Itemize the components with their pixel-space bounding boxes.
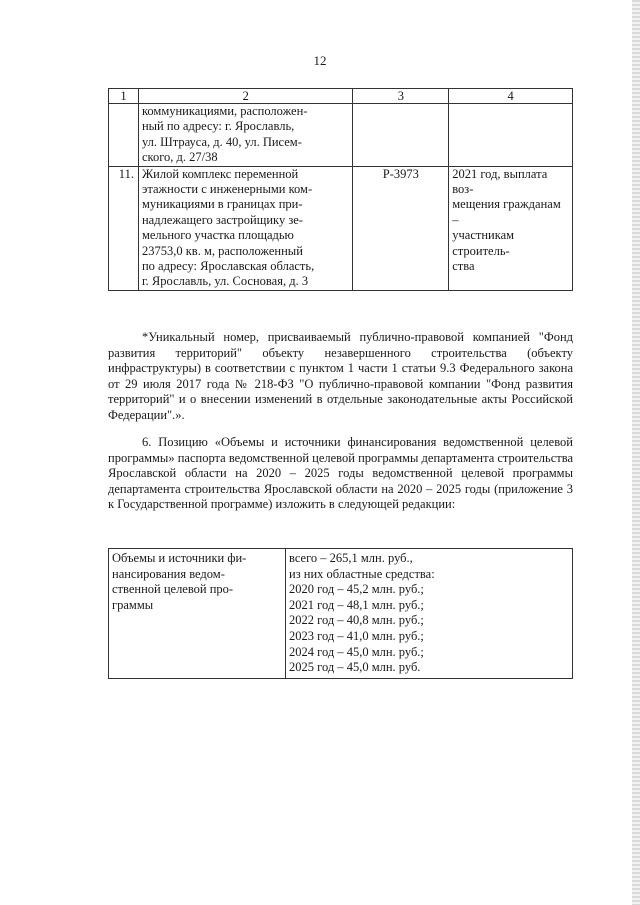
financing-line: 2024 год – 45,0 млн. руб.; <box>289 644 424 659</box>
financing-line: всего – 265,1 млн. руб., <box>289 551 413 565</box>
financing-line: 2020 год – 45,2 млн. руб.; <box>289 582 424 597</box>
column-header: 3 <box>353 89 449 104</box>
column-header: 1 <box>109 89 139 104</box>
object-note: 2021 год, выплата воз- мещения гражданам – участникам строитель- ства <box>449 166 573 290</box>
financing-line: 2025 год – 45,0 млн. руб. <box>289 660 421 675</box>
column-header: 2 <box>138 89 353 104</box>
footnote-paragraph: *Уникальный номер, присваиваемый публично-правовой компанией "Фонд развития территорий" объекту незавершенного строительства (объекту инфраструктуры) в соответствии с пунктом 1 части 1 статьи 9.3 Федерального закона от 29 июля 2017 года № 218-ФЗ "О публично-правовой компании "Фонд развития территорий" и о внесении изменений в отдельные законодательные акты Российской Федерации".». <box>108 330 573 422</box>
table-row <box>109 104 573 167</box>
scan-edge <box>632 0 640 905</box>
financing-values <box>286 549 573 679</box>
table-header-row <box>109 89 573 104</box>
financing-line: из них областные средства: <box>289 566 435 581</box>
row-number <box>109 104 139 167</box>
financing-line: 2023 год – 41,0 млн. руб.; <box>289 628 424 643</box>
object-note <box>449 104 573 167</box>
page-number: 12 <box>313 53 327 68</box>
financing-line: 2022 год – 40,8 млн. руб.; <box>289 613 424 628</box>
objects-table <box>108 88 573 291</box>
object-description: коммуникациями, расположен- ный по адресу: г. Ярославль, ул. Штрауса, д. 40, ул. Писем- ского, д. 27/38 <box>138 104 353 167</box>
financing-table <box>108 548 573 679</box>
object-code <box>353 104 449 167</box>
column-header: 4 <box>449 89 573 104</box>
object-description: Жилой комплекс переменной этажности с инженерными ком- муникациями в границах при- надлежащего застройщику зе- мельного участка площадью 23753,0 кв. м, расположенный по адресу: Ярославская область, г. Ярославль, ул. Сосновая, д. 3 <box>138 166 353 290</box>
financing-label: Объемы и источники фи- нансирования ведом- ственной целевой про- граммы <box>109 549 286 679</box>
financing-line: 2021 год – 48,1 млн. руб.; <box>289 597 424 612</box>
table-row <box>109 549 573 679</box>
object-code: Р-3973 <box>353 166 449 290</box>
paragraph-6: 6. Позицию «Объемы и источники финансирования ведомственной целевой программы» паспорта ведомственной целевой программы департамента строительства Ярославской области на 2020 – 2025 годы ведомственной целевой программы департамента строительства Ярославской области на 2020 – 2025 годы (приложение 3 к Государственной программе) изложить в следующей редакции: <box>108 435 573 512</box>
row-number: 11. <box>109 166 139 290</box>
table-row <box>109 166 573 290</box>
